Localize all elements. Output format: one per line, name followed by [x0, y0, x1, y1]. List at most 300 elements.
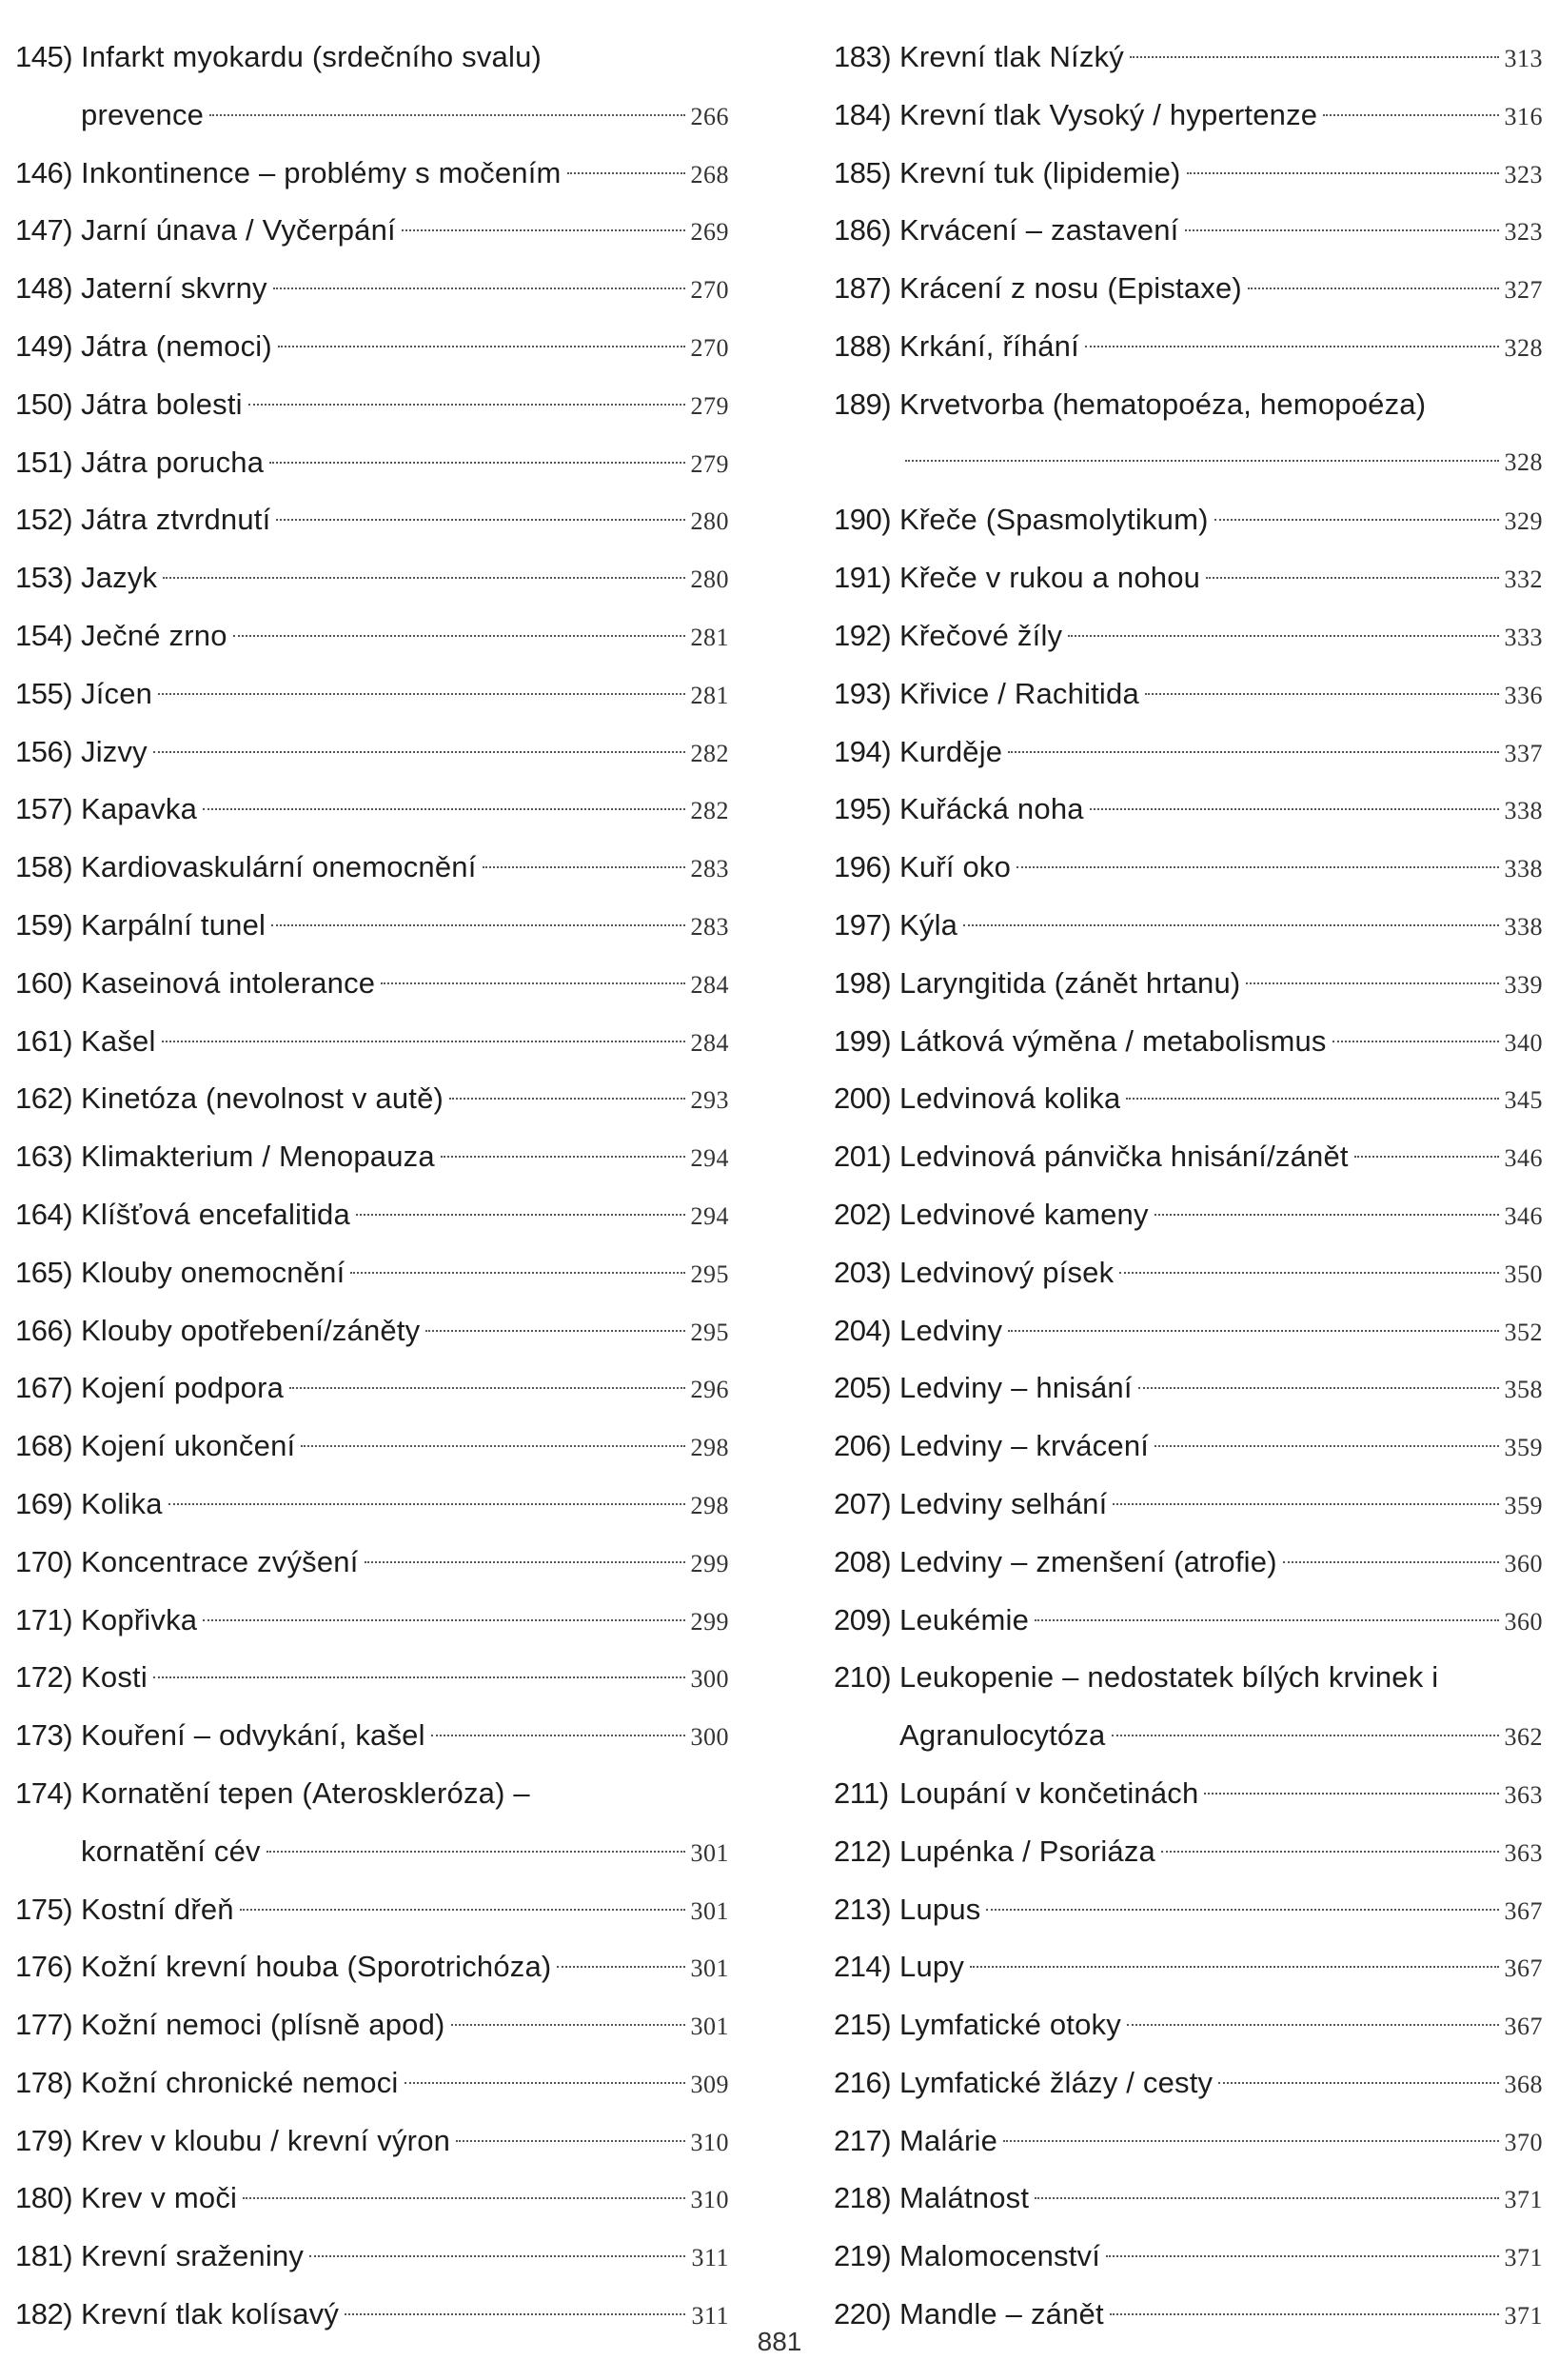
entry-line [899, 2170, 1543, 2228]
index-entry [834, 318, 1543, 376]
entry-number: 206) [834, 1429, 892, 1463]
dot-leader [483, 866, 685, 868]
index-entry [834, 1649, 1543, 1765]
dot-leader [1126, 1098, 1498, 1100]
entry-body [81, 781, 729, 839]
dot-leader [162, 1041, 685, 1042]
dot-leader [402, 229, 685, 231]
entry-line [81, 1996, 729, 2054]
entry-body [81, 491, 729, 549]
entry-page: 270 [690, 276, 729, 305]
entry-title: Malomocenství [899, 2239, 1101, 2273]
entry-title: Klíšťová encefalitida [81, 1197, 350, 1231]
entry-number: 147) [15, 213, 73, 248]
index-entry [15, 376, 729, 434]
entry-body [899, 724, 1543, 782]
entry-number: 165) [15, 1255, 73, 1289]
dot-leader [1283, 1561, 1499, 1563]
index-entry [15, 2112, 729, 2171]
dot-leader [273, 288, 685, 289]
index-entry [834, 607, 1543, 665]
dot-leader [1068, 635, 1498, 637]
entry-line [899, 1418, 1543, 1476]
entry-body [81, 2170, 729, 2228]
index-entry [834, 897, 1543, 955]
entry-page: 281 [690, 623, 729, 651]
entry-title: Krvácení – zastavení [899, 213, 1179, 248]
entry-title: Mandle – zánět [899, 2297, 1104, 2331]
index-entry [15, 1534, 729, 1592]
entry-body [899, 1534, 1543, 1592]
entry-number: 205) [834, 1371, 892, 1405]
entry-body [899, 1418, 1543, 1476]
entry-body [899, 1013, 1543, 1071]
entry-line-2 [81, 87, 729, 145]
entry-subtitle: Agranulocytóza [899, 1718, 1106, 1753]
entry-number: 188) [834, 328, 892, 363]
dot-leader [240, 1909, 685, 1911]
index-entry [834, 1013, 1543, 1071]
entry-number: 145) [15, 40, 73, 73]
entry-title: Leukopenie – nedostatek bílých krvinek i [899, 1660, 1439, 1695]
entry-number: 189) [834, 387, 892, 421]
entry-title: Kožní krevní houba (Sporotrichóza) [81, 1950, 552, 1984]
entry-title: Klouby onemocnění [81, 1255, 345, 1289]
dot-leader [456, 2140, 684, 2142]
entry-title: Křivice / Rachitida [899, 676, 1139, 710]
index-entry [834, 260, 1543, 318]
index-entry [15, 724, 729, 782]
index-entry [15, 1996, 729, 2054]
entry-title: Kapavka [81, 792, 198, 826]
entry-body [81, 897, 729, 955]
entry-line-1 [81, 1765, 729, 1823]
entry-title: Játra porucha [81, 445, 265, 479]
dot-leader [1119, 1272, 1498, 1274]
entry-number: 180) [15, 2181, 73, 2215]
entry-page: 367 [1504, 1896, 1543, 1925]
entry-page: 282 [690, 797, 729, 825]
entry-page: 311 [691, 2244, 729, 2272]
entry-body [81, 376, 729, 434]
entry-page: 279 [690, 449, 729, 478]
entry-title: Ledvinová kolika [899, 1081, 1121, 1116]
entry-title: Kaseinová intolerance [81, 965, 376, 1000]
entry-body [899, 1128, 1543, 1186]
entry-line [899, 1996, 1543, 2054]
entry-line [81, 955, 729, 1013]
entry-number: 192) [834, 618, 892, 652]
entry-page: 316 [1504, 102, 1543, 130]
entry-line [899, 29, 1543, 87]
entry-number: 202) [834, 1197, 892, 1231]
entry-title: Kožní nemoci (plísně apod) [81, 2008, 445, 2042]
entry-page: 367 [1504, 1954, 1543, 1983]
entry-title: Klouby opotřebení/záněty [81, 1313, 421, 1347]
dot-leader [1218, 2082, 1498, 2084]
entry-line [899, 1013, 1543, 1071]
entry-line [899, 145, 1543, 203]
entry-number: 160) [15, 965, 73, 1000]
index-entry [834, 2054, 1543, 2112]
index-entry [834, 1938, 1543, 1996]
entry-title: Krácení z nosu (Epistaxe) [899, 271, 1242, 306]
entry-body [899, 2112, 1543, 2171]
dot-leader [1154, 1214, 1499, 1216]
entry-page: 328 [1504, 447, 1543, 476]
entry-number: 216) [834, 2065, 892, 2099]
index-entry [834, 1881, 1543, 1939]
entry-line-2 [899, 1707, 1543, 1765]
entry-number: 198) [834, 965, 892, 1000]
entry-body [899, 1765, 1543, 1823]
entry-line [81, 1186, 729, 1244]
entry-title: Jícen [81, 676, 153, 710]
entry-number: 154) [15, 618, 73, 652]
entry-title: Lymfatické otoky [899, 2008, 1121, 2042]
entry-body [899, 607, 1543, 665]
entry-title: Játra ztvrdnutí [81, 503, 271, 537]
entry-page: 363 [1504, 1838, 1543, 1867]
entry-line [81, 839, 729, 897]
dot-leader [168, 1503, 685, 1505]
entry-body [899, 1302, 1543, 1360]
entry-page: 359 [1504, 1434, 1543, 1462]
dot-leader [1035, 1619, 1498, 1621]
dot-leader [441, 1156, 685, 1158]
entry-title: Krkání, říhání [899, 328, 1079, 363]
entry-line [899, 607, 1543, 665]
entry-page: 368 [1504, 2070, 1543, 2098]
entry-number: 159) [15, 907, 73, 942]
entry-line [899, 1359, 1543, 1418]
entry-number: 217) [834, 2123, 892, 2157]
entry-number: 191) [834, 561, 892, 595]
entry-title: Lupus [899, 1892, 981, 1926]
entry-number: 215) [834, 2008, 892, 2042]
entry-page: 299 [690, 1607, 729, 1636]
dot-leader [405, 2082, 685, 2084]
dot-leader [1008, 1330, 1498, 1332]
entry-line [899, 665, 1543, 724]
dot-leader [963, 924, 1498, 926]
entry-title: Jaterní skvrny [81, 271, 267, 306]
entry-page: 293 [690, 1086, 729, 1115]
entry-title: Krvetvorba (hematopoéza, hemopoéza) [899, 387, 1427, 421]
entry-number: 166) [15, 1313, 73, 1347]
entry-body [81, 1996, 729, 2054]
index-entry [834, 1128, 1543, 1186]
dot-leader [1323, 114, 1498, 116]
index-entry [15, 491, 729, 549]
dot-leader [266, 1851, 685, 1853]
entry-page: 329 [1504, 507, 1543, 536]
entry-body [81, 1128, 729, 1186]
entry-body [81, 202, 729, 260]
index-entry [834, 1592, 1543, 1650]
dot-leader [451, 2024, 685, 2026]
dot-leader [1138, 1387, 1499, 1389]
entry-page: 301 [690, 1838, 729, 1867]
index-entry [15, 318, 729, 376]
entry-title: Ledviny – krvácení [899, 1429, 1150, 1463]
entry-number: 155) [15, 676, 73, 710]
entry-body [899, 1592, 1543, 1650]
dot-leader [1161, 1851, 1499, 1853]
entry-title: Ledviny selhání [899, 1486, 1108, 1520]
entry-title: Kardiovaskulární onemocnění [81, 850, 477, 884]
entry-number: 177) [15, 2008, 73, 2042]
entry-body [899, 1359, 1543, 1418]
entry-number: 220) [834, 2297, 892, 2331]
dot-leader [203, 808, 684, 810]
entry-body [81, 955, 729, 1013]
entry-body [81, 607, 729, 665]
entry-title: Lupy [899, 1950, 965, 1984]
dot-leader [1187, 172, 1499, 174]
entry-page: 333 [1504, 623, 1543, 651]
entry-line [81, 1476, 729, 1534]
entry-body [899, 260, 1543, 318]
index-entry [834, 781, 1543, 839]
entry-title: Ledvinový písek [899, 1255, 1115, 1289]
entry-number: 196) [834, 850, 892, 884]
dot-leader [1127, 2024, 1499, 2026]
entry-page: 299 [690, 1549, 729, 1577]
entry-line-1 [899, 1649, 1543, 1707]
dot-leader [1206, 577, 1498, 579]
entry-line [899, 202, 1543, 260]
entry-title: Kosti [81, 1660, 148, 1695]
dot-leader [1248, 288, 1499, 289]
entry-title: Kouření – odvykání, kašel [81, 1718, 425, 1753]
entry-title: Lupénka / Psoriáza [899, 1834, 1155, 1868]
dot-leader [1016, 866, 1498, 868]
entry-body [81, 434, 729, 492]
dot-leader [276, 519, 684, 521]
entry-number: 211) [834, 1775, 889, 1810]
index-entry [834, 549, 1543, 607]
entry-line [81, 1707, 729, 1765]
entry-title: Kuřácká noha [899, 792, 1084, 826]
dot-leader [163, 577, 684, 579]
dot-leader [905, 460, 1499, 462]
entry-title: Malátnost [899, 2181, 1030, 2215]
entry-page: 370 [1504, 2128, 1543, 2156]
entry-page: 367 [1504, 2013, 1543, 2041]
entry-title: Ječné zrno [81, 618, 227, 652]
entry-line [899, 897, 1543, 955]
dot-leader [1246, 982, 1498, 984]
entry-number: 179) [15, 2123, 73, 2157]
entry-body [81, 2228, 729, 2286]
entry-line [81, 434, 729, 492]
entry-number: 201) [834, 1140, 892, 1174]
entry-page: 295 [690, 1318, 729, 1346]
entry-line [899, 1302, 1543, 1360]
entry-body [899, 2054, 1543, 2112]
index-entry [834, 1476, 1543, 1534]
entry-line [81, 318, 729, 376]
entry-number: 203) [834, 1255, 892, 1289]
entry-page: 301 [690, 2013, 729, 2041]
index-entry [834, 1996, 1543, 2054]
entry-page: 338 [1504, 797, 1543, 825]
dot-leader [243, 2197, 684, 2199]
index-entry [15, 1938, 729, 1996]
index-entry [15, 897, 729, 955]
entry-title: Kožní chronické nemoci [81, 2065, 399, 2099]
entry-line [81, 1359, 729, 1418]
entry-line [81, 607, 729, 665]
entry-body [899, 376, 1543, 492]
entry-page: 269 [690, 218, 729, 247]
dot-leader [278, 346, 685, 347]
entry-line [81, 491, 729, 549]
entry-line [899, 1070, 1543, 1128]
entry-line [899, 1128, 1543, 1186]
entry-line [81, 1070, 729, 1128]
index-entry [15, 260, 729, 318]
dot-leader [1110, 2313, 1499, 2315]
entry-number: 204) [834, 1313, 892, 1347]
entry-line [899, 2228, 1543, 2286]
entry-line [899, 2054, 1543, 2112]
entry-title: Krevní tlak Nízký [899, 40, 1124, 73]
index-entry [15, 839, 729, 897]
entry-title: Látková výměna / metabolismus [899, 1023, 1327, 1058]
entry-line [899, 1765, 1543, 1823]
entry-page: 371 [1504, 2302, 1543, 2330]
entry-title: Jizvy [81, 734, 148, 768]
entry-title: Kopřivka [81, 1602, 198, 1636]
entry-page: 371 [1504, 2186, 1543, 2214]
index-entry [834, 145, 1543, 203]
entry-title: Laryngitida (zánět hrtanu) [899, 965, 1241, 1000]
entry-line [899, 491, 1543, 549]
entry-page: 284 [690, 970, 729, 999]
index-entry [15, 2170, 729, 2228]
entry-line [81, 1649, 729, 1707]
entry-body [899, 87, 1543, 145]
entry-body [899, 665, 1543, 724]
entry-page: 346 [1504, 1144, 1543, 1173]
entry-number: 172) [15, 1660, 73, 1695]
entry-title: Kuří oko [899, 850, 1012, 884]
entry-line [81, 897, 729, 955]
dot-leader [1090, 808, 1499, 810]
entry-page: 340 [1504, 1028, 1543, 1057]
entry-page: 371 [1504, 2244, 1543, 2272]
entry-title: Lymfatické žlázy / cesty [899, 2065, 1214, 2099]
entry-line [899, 318, 1543, 376]
entry-page: 282 [690, 739, 729, 767]
entry-line [81, 724, 729, 782]
index-entry [834, 29, 1543, 87]
dot-leader [356, 1214, 685, 1216]
entry-number: 218) [834, 2181, 892, 2215]
entry-page: 336 [1504, 681, 1543, 709]
entry-page: 338 [1504, 912, 1543, 941]
index-entry [834, 1302, 1543, 1360]
entry-page: 294 [690, 1201, 729, 1230]
entry-page: 323 [1504, 160, 1543, 188]
dot-leader [309, 2255, 685, 2257]
entry-title: Jazyk [81, 561, 158, 595]
entry-title: Krevní tuk (lipidemie) [899, 155, 1181, 189]
entry-body [899, 1070, 1543, 1128]
index-entry [834, 2112, 1543, 2171]
entry-number: 184) [834, 97, 892, 131]
entry-body [81, 1881, 729, 1939]
dot-leader [158, 693, 684, 695]
entry-page: 301 [690, 1954, 729, 1983]
entry-line [81, 549, 729, 607]
entry-title: Ledviny – zmenšení (atrofie) [899, 1544, 1277, 1578]
entry-body [81, 2112, 729, 2171]
index-entry [834, 202, 1543, 260]
entry-title: Kojení ukončení [81, 1429, 296, 1463]
dot-leader [345, 2313, 685, 2315]
entry-title: Játra bolesti [81, 387, 243, 421]
dot-leader [1214, 519, 1499, 521]
entry-number: 169) [15, 1486, 73, 1520]
dot-leader [203, 1619, 684, 1621]
entry-number: 190) [834, 503, 892, 537]
entry-page: 339 [1504, 970, 1543, 999]
entry-number: 197) [834, 907, 892, 942]
index-entry [15, 145, 729, 203]
entry-body [81, 1476, 729, 1534]
dot-leader [209, 114, 684, 116]
entry-page: 270 [690, 333, 729, 362]
dot-leader [1035, 2197, 1498, 2199]
entry-number: 152) [15, 503, 73, 537]
index-entry [834, 955, 1543, 1013]
entry-body [81, 1592, 729, 1650]
entry-title: Krevní tlak kolísavý [81, 2297, 340, 2331]
entry-page: 332 [1504, 565, 1543, 594]
index-entry [15, 29, 729, 145]
entry-title: Jarní únava / Vyčerpání [81, 213, 396, 248]
entry-body [899, 839, 1543, 897]
entry-number: 148) [15, 271, 73, 306]
entry-page: 359 [1504, 1491, 1543, 1519]
entry-body [81, 29, 729, 145]
entry-number: 213) [834, 1892, 892, 1926]
entry-body [81, 145, 729, 203]
dot-leader [1332, 1041, 1499, 1042]
index-entry [15, 1128, 729, 1186]
index-entry [834, 724, 1543, 782]
entry-title: Kinetóza (nevolnost v autě) [81, 1081, 444, 1116]
entry-body [899, 549, 1543, 607]
entry-page: 301 [690, 1896, 729, 1925]
entry-body [899, 1186, 1543, 1244]
entry-number: 168) [15, 1429, 73, 1463]
entry-line [899, 549, 1543, 607]
entry-title: Křeče v rukou a nohou [899, 561, 1201, 595]
entry-title: Karpální tunel [81, 907, 266, 942]
entry-line [899, 839, 1543, 897]
entry-title: Ledvinové kameny [899, 1197, 1149, 1231]
entry-number: 208) [834, 1544, 892, 1578]
index-column-left [15, 29, 729, 2344]
dot-leader [153, 751, 685, 753]
index-entry [15, 1013, 729, 1071]
entry-line [899, 1534, 1543, 1592]
entry-body [899, 2228, 1543, 2286]
